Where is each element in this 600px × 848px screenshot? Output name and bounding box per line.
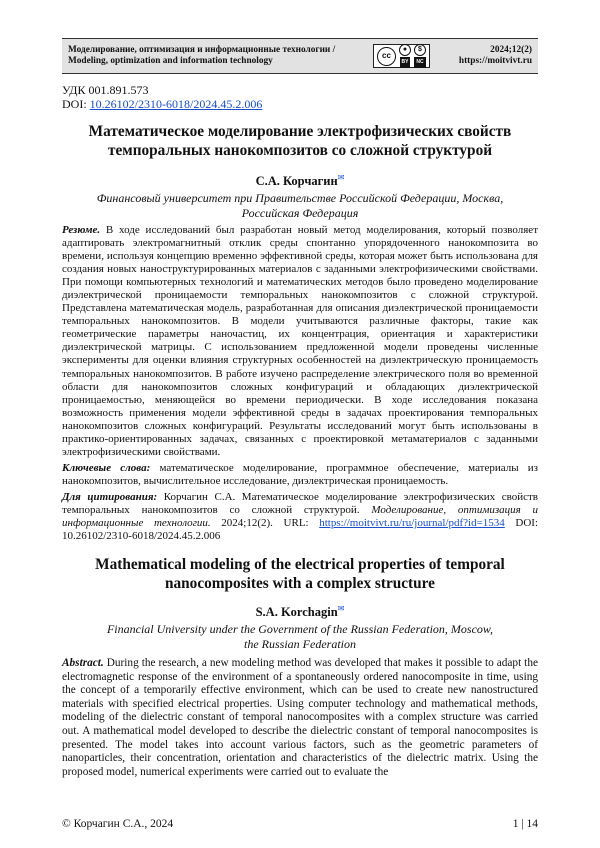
udk-code: УДК 001.891.573	[62, 83, 262, 97]
journal-header	[62, 38, 538, 74]
affiliation-en	[62, 622, 538, 652]
abstract-ru-text: В ходе исследований был разработан новый метод моделирования, который позволяет адаптировать электромагнитный отклик среды спонтанно упорядоченного нанокомпозита во времени, используя концепцию временно эффективной среды, которая может быть использована для создания новых наноструктурированных материалов с заданными электрофизическими свойствами. При помощи компьютерных технологий и математических методов было проведено моделирование диэлектрической проницаемости темпоральных нанокомпозитов с сложной структурой. Представлена математическая модель, разработанная для описания диэлектрической проницаемости темпоральных нанокомпозитов. В модели учитываются различные факторы, такие как геометрические параметры наночастиц, их концентрация, ориентация и характеристики диэлектрической матрицы. С использованием предложенной модели проведены численные эксперименты для оценки влияния структурных особенностей на диэлектрическую проницаемость темпоральных нанокомпозитов. В работе изучено распределение электрического поля во временной области для нанокомпозитов сложных конфигураций и обладающих диэлектрической проницаемостью, меняющейся во времени периодически. В ходе исследования показана возможность применения модели эффективной среды в задачах проектирования темпоральных нанокомпозитов сложных конфигураций. Результаты исследований могут быть использованы в практико-ориентированных задачах, связанных с проектировкой метаматериалов с заданными электрофизическими свойствами.	[62, 224, 538, 458]
keywords-ru-lead: Ключевые слова:	[62, 462, 150, 474]
citation-ru-doi: DOI: 10.26102/2310-6018/2024.45.2.006	[62, 517, 538, 542]
by-person-icon: ●	[399, 44, 411, 56]
doi-link[interactable]: 10.26102/2310-6018/2024.45.2.006	[90, 97, 263, 111]
title-ru-line2: темпоральных нанокомпозитов со сложной структурой	[62, 141, 538, 160]
author-ru: С.А. Корчагин	[256, 174, 338, 188]
abstract-en-lead: Abstract.	[62, 657, 104, 669]
author-ru-line	[62, 171, 538, 188]
title-ru	[62, 122, 538, 160]
cc-icon: cc	[377, 47, 396, 66]
title-en-line1: Mathematical modeling of the electrical properties of temporal	[62, 555, 538, 574]
title-en	[62, 555, 538, 593]
abstract-en	[62, 657, 538, 779]
citation-ru-text: Корчагин С.А. Математическое моделирование электрофизических свойств темпоральных нанокомпозитов со сложной структурой.	[62, 491, 538, 516]
journal-url[interactable]: https://moitvivt.ru	[443, 56, 532, 68]
author-en-line	[62, 602, 538, 619]
affiliation-ru	[62, 191, 538, 221]
page-footer	[62, 818, 538, 830]
journal-name	[62, 45, 373, 68]
copyright: © Корчагин С.А., 2024	[62, 818, 173, 830]
journal-name-ru: Моделирование, оптимизация и информационные технологии /	[68, 45, 373, 57]
citation-ru-url[interactable]: https://moitvivt.ru/ru/journal/pdf?id=1534	[319, 517, 505, 529]
citation-ru-lead: Для цитирования:	[62, 491, 157, 503]
abstract-en-text: During the research, a new modeling method was developed that makes it possible to adapt the electromagnetic response of the environment of a spontaneously ordered nanocomposite in time, using the concept of a temporarily effective environment, which can be used to create new nanostructured materials with specified electrical properties. Using computer technology and mathematical methods, modeling of the dielectric constant of temporal nanocomposites with a complex structure was carried out. A mathematical model developed to describe the dielectric constant of temporal nanocomposites is presented. The model takes into account various factors, such as the geometric parameters of nanoparticles, their concentration, orientation and characteristics of the dielectric matrix. Using the proposed model, numerical experiments were carried out to evaluate the	[62, 657, 538, 778]
keywords-ru-text: математическое моделирование, программное обеспечение, материалы из нанокомпозитов, вычислительное исследование, диэлектрическая проницаемость.	[62, 462, 538, 487]
doi-line	[62, 97, 262, 111]
journal-name-en: Modeling, optimization and information technology	[68, 56, 373, 68]
email-icon[interactable]: ✉	[338, 604, 345, 613]
cc-license-badge[interactable]	[373, 44, 443, 68]
doi-label: DOI:	[62, 97, 87, 111]
keywords-ru	[62, 462, 538, 488]
journal-issue: 2024;12(2)	[443, 45, 532, 57]
citation-ru	[62, 491, 538, 543]
affiliation-en-line2: the Russian Federation	[62, 637, 538, 652]
affiliation-en-line1: Financial University under the Government of the Russian Federation, Moscow,	[62, 622, 538, 637]
license-nc-label: NC	[414, 57, 425, 69]
abstract-ru	[62, 224, 538, 459]
citation-ru-issue: 2024;12(2). URL:	[221, 517, 308, 529]
author-en: S.A. Korchagin	[256, 605, 338, 619]
journal-issue-info	[443, 45, 538, 68]
nc-dollar-icon: $	[414, 44, 426, 56]
title-en-line2: nanocomposites with a complex structure	[62, 574, 538, 593]
article-meta	[62, 83, 262, 111]
email-icon[interactable]: ✉	[338, 173, 345, 182]
license-by-label: BY	[400, 57, 411, 69]
citation-ru-journal: Моделирование, оптимизация и информационные технологии.	[62, 504, 538, 529]
affiliation-ru-line2: Российская Федерация	[62, 206, 538, 221]
abstract-ru-lead: Резюме.	[62, 224, 100, 236]
title-ru-line1: Математическое моделирование электрофизических свойств	[62, 122, 538, 141]
paper-page	[0, 0, 600, 848]
affiliation-ru-line1: Финансовый университет при Правительстве Российской Федерации, Москва,	[62, 191, 538, 206]
page-number: 1 | 14	[513, 818, 538, 830]
